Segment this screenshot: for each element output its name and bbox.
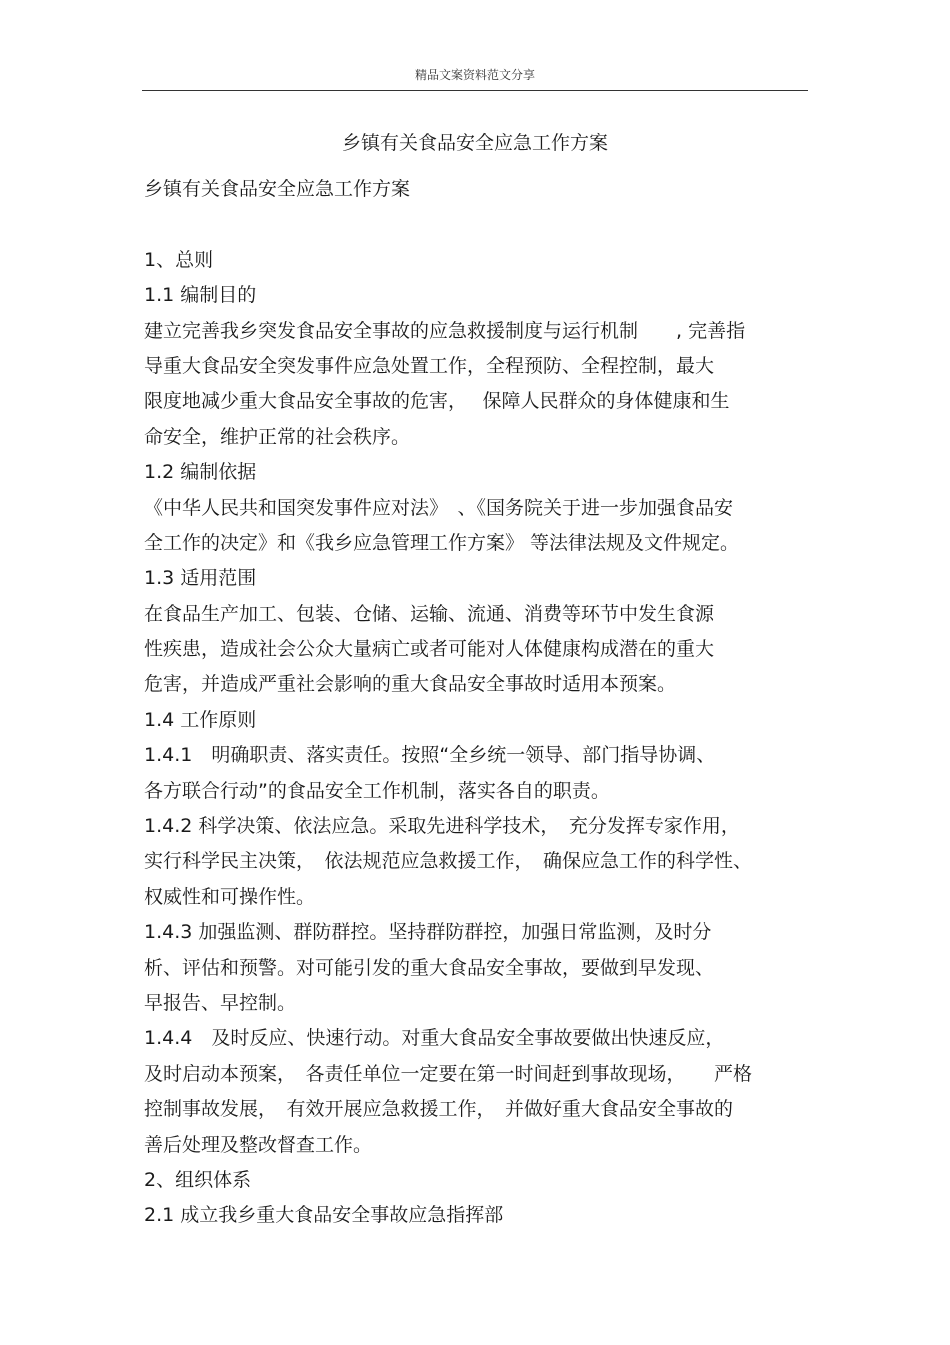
paragraph-line: 析、评估和预警。对可能引发的重大食品安全事故，要做到早发现、 (144, 956, 715, 979)
paragraph-line: 早报告、早控制。 (144, 991, 297, 1014)
paragraph-line: 1.4.1 明确职责、落实责任。按照“全乡统一领导、部门指导协调、 (144, 744, 716, 767)
paragraph-line: 建立完善我乡突发食品安全事故的应急救援制度与运行机制 , 完善指 (144, 319, 746, 342)
subsection-heading: 1.2 编制依据 (144, 461, 257, 484)
paragraph-line: 命安全，维护正常的社会秩序。 (144, 425, 411, 448)
paragraph-line: 导重大食品安全突发事件应急处置工作，全程预防、全程控制，最大 (144, 354, 715, 377)
section-heading: 1、总则 (144, 248, 214, 271)
paragraph-line: 性疾患，造成社会公众大量病亡或者可能对人体健康构成潜在的重大 (144, 638, 715, 661)
header-divider (142, 90, 808, 91)
subsection-heading: 1.4 工作原则 (144, 708, 257, 731)
blank-line (144, 207, 812, 242)
paragraph-line: 危害，并造成严重社会影响的重大食品安全事故时适用本预案。 (144, 673, 677, 696)
subsection-heading: 2.1 成立我乡重大食品安全事故应急指挥部 (144, 1204, 504, 1227)
paragraph-line: 及时启动本预案， 各责任单位一定要在第一时间赶到事故现场， 严格 (144, 1062, 753, 1085)
subsection-heading: 1.3 适用范围 (144, 567, 257, 590)
paragraph-line: 1.4.3 加强监测、群防群控。坚持群防群控，加强日常监测，及时分 (144, 921, 712, 944)
paragraph-line: 各方联合行动”的食品安全工作机制，落实各自的职责。 (144, 779, 610, 802)
paragraph-line: 全工作的决定》和《我乡应急管理工作方案》 等法律法规及文件规定。 (144, 531, 740, 554)
paragraph-line: 在食品生产加工、包装、仓储、运输、流通、消费等环节中发生食源 (144, 602, 715, 625)
paragraph-line: 善后处理及整改督查工作。 (144, 1133, 373, 1156)
paragraph-line: 限度地减少重大食品安全事故的危害， 保障人民群众的身体健康和生 (144, 390, 730, 413)
subsection-heading: 1.1 编制目的 (144, 284, 257, 307)
page-header: 精品文案资料范文分享 (414, 68, 535, 82)
paragraph-line: 1.4.2 科学决策、依法应急。采取先进科学技术， 充分发挥专家作用， (144, 815, 740, 838)
document-title: 乡镇有关食品安全应急工作方案 (341, 132, 608, 154)
body-subtitle: 乡镇有关食品安全应急工作方案 (144, 178, 411, 200)
document-body (144, 172, 812, 1234)
paragraph-line: 1.4.4 及时反应、快速行动。对重大食品安全事故要做出快速反应， (144, 1027, 725, 1050)
paragraph-line: 实行科学民主决策， 依法规范应急救援工作， 确保应急工作的科学性、 (144, 850, 753, 873)
section-heading: 2、组织体系 (144, 1168, 252, 1191)
paragraph-line: 权威性和可操作性。 (144, 885, 316, 908)
paragraph-line: 控制事故发展， 有效开展应急救援工作， 并做好重大食品安全事故的 (144, 1098, 734, 1121)
paragraph-line: 《中华人民共和国突发事件应对法》 、《国务院关于进一步加强食品安 (144, 496, 734, 519)
